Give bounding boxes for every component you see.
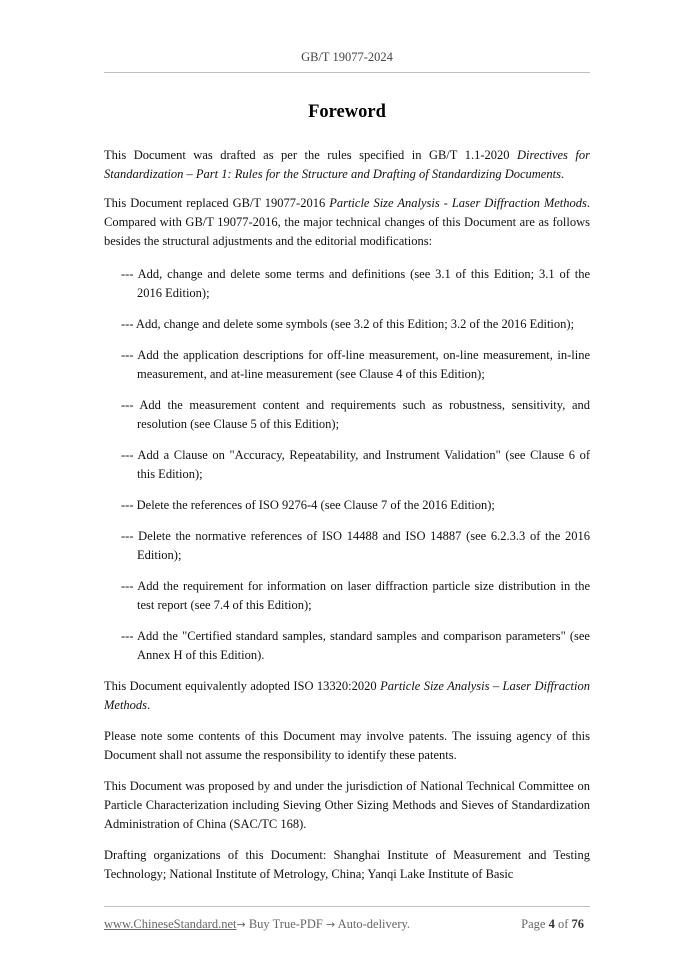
arrow-right-icon: → bbox=[325, 918, 336, 931]
paragraph-replacement bbox=[104, 194, 590, 251]
website-link[interactable]: www.ChineseStandard.net bbox=[104, 917, 237, 931]
paragraph-text: This Document was drafted as per the rules specified in GB/T 1.1-2020 bbox=[104, 148, 517, 162]
list-item: --- Add the requirement for information on laser diffraction particle size distribution in the test report (see 7.4 of this Edition); bbox=[121, 579, 590, 612]
standard-title: Directives for Standardization – Part 1: Rules for the Structure and Drafting of Standardizing Documents bbox=[104, 148, 590, 181]
paragraph-drafting-rules bbox=[104, 146, 590, 184]
paragraph-text: This Document replaced GB/T 19077-2016 bbox=[104, 196, 330, 210]
list-item: --- Delete the normative references of ISO 14488 and ISO 14887 (see 6.2.3.3 of the 2016 Edition); bbox=[121, 529, 590, 562]
paragraph-jurisdiction: This Document was proposed by and under the jurisdiction of National Technical Committee on Particle Characterization including Sieving Other Sizing Methods and Sieves of Standardization Administration of China (SAC/TC 168). bbox=[104, 779, 590, 831]
arrow-right-icon: → bbox=[236, 918, 246, 931]
delivery-text: Auto-delivery. bbox=[335, 917, 411, 931]
paragraph-drafting-orgs: Drafting organizations of this Document: Shanghai Institute of Measurement and Testing Technology; National Institute of Metrology, China; Yanqi Lake Institute of Basic bbox=[104, 848, 590, 881]
header-rule bbox=[104, 72, 590, 73]
paragraph-patents: Please note some contents of this Document may involve patents. The issuing agency of this Document shall not assume the responsibility to identify these patents. bbox=[104, 729, 590, 762]
page-title: Foreword bbox=[308, 102, 386, 122]
footer-left bbox=[104, 917, 410, 932]
list-item: --- Add, change and delete some terms and definitions (see 3.1 of this Edition; 3.1 of the 2016 Edition); bbox=[121, 267, 590, 300]
list-item: --- Add a Clause on "Accuracy, Repeatability, and Instrument Validation" (see Clause 6 of this Edition); bbox=[121, 448, 590, 481]
list-item: --- Delete the references of ISO 9276-4 (see Clause 7 of the 2016 Edition); bbox=[121, 498, 495, 512]
page-counter bbox=[521, 917, 584, 932]
list-item: --- Add the application descriptions for off-line measurement, on-line measurement, in-line measurement, and at-line measurement (see Clause 4 of this Edition); bbox=[121, 348, 590, 381]
list-item: --- Add the "Certified standard samples, standard samples and comparison parameters" (see Annex H of this Edition). bbox=[121, 629, 590, 662]
paragraph-text: This Document equivalently adopted ISO 13320:2020 bbox=[104, 679, 381, 693]
standard-title: Particle Size Analysis – Laser Diffraction Methods bbox=[104, 679, 590, 712]
page-of: of bbox=[557, 917, 569, 931]
paragraph-end: . Compared with GB/T 19077-2016, the major technical changes of this Document are as follows besides the structural adjustments and the editorial modifications: bbox=[104, 196, 591, 248]
page-total: 76 bbox=[571, 917, 584, 931]
standard-title: Particle Size Analysis - Laser Diffraction Methods bbox=[329, 196, 587, 210]
list-item: --- Add the measurement content and requirements such as robustness, sensitivity, and resolution (see Clause 5 of this Edition); bbox=[121, 398, 590, 431]
footer-rule bbox=[104, 906, 590, 907]
document-body bbox=[104, 146, 590, 894]
change-list bbox=[104, 265, 590, 665]
paragraph-end: . bbox=[147, 698, 151, 712]
buy-text: Buy True-PDF bbox=[245, 917, 326, 931]
paragraph-end: . bbox=[560, 167, 565, 181]
page-current: 4 bbox=[548, 917, 555, 931]
paragraph-adoption bbox=[104, 677, 590, 715]
page-label: Page bbox=[521, 917, 546, 931]
page-header: GB/T 19077-2024 bbox=[301, 50, 393, 64]
list-item: --- Add, change and delete some symbols (see 3.2 of this Edition; 3.2 of the 2016 Edition); bbox=[121, 317, 575, 331]
